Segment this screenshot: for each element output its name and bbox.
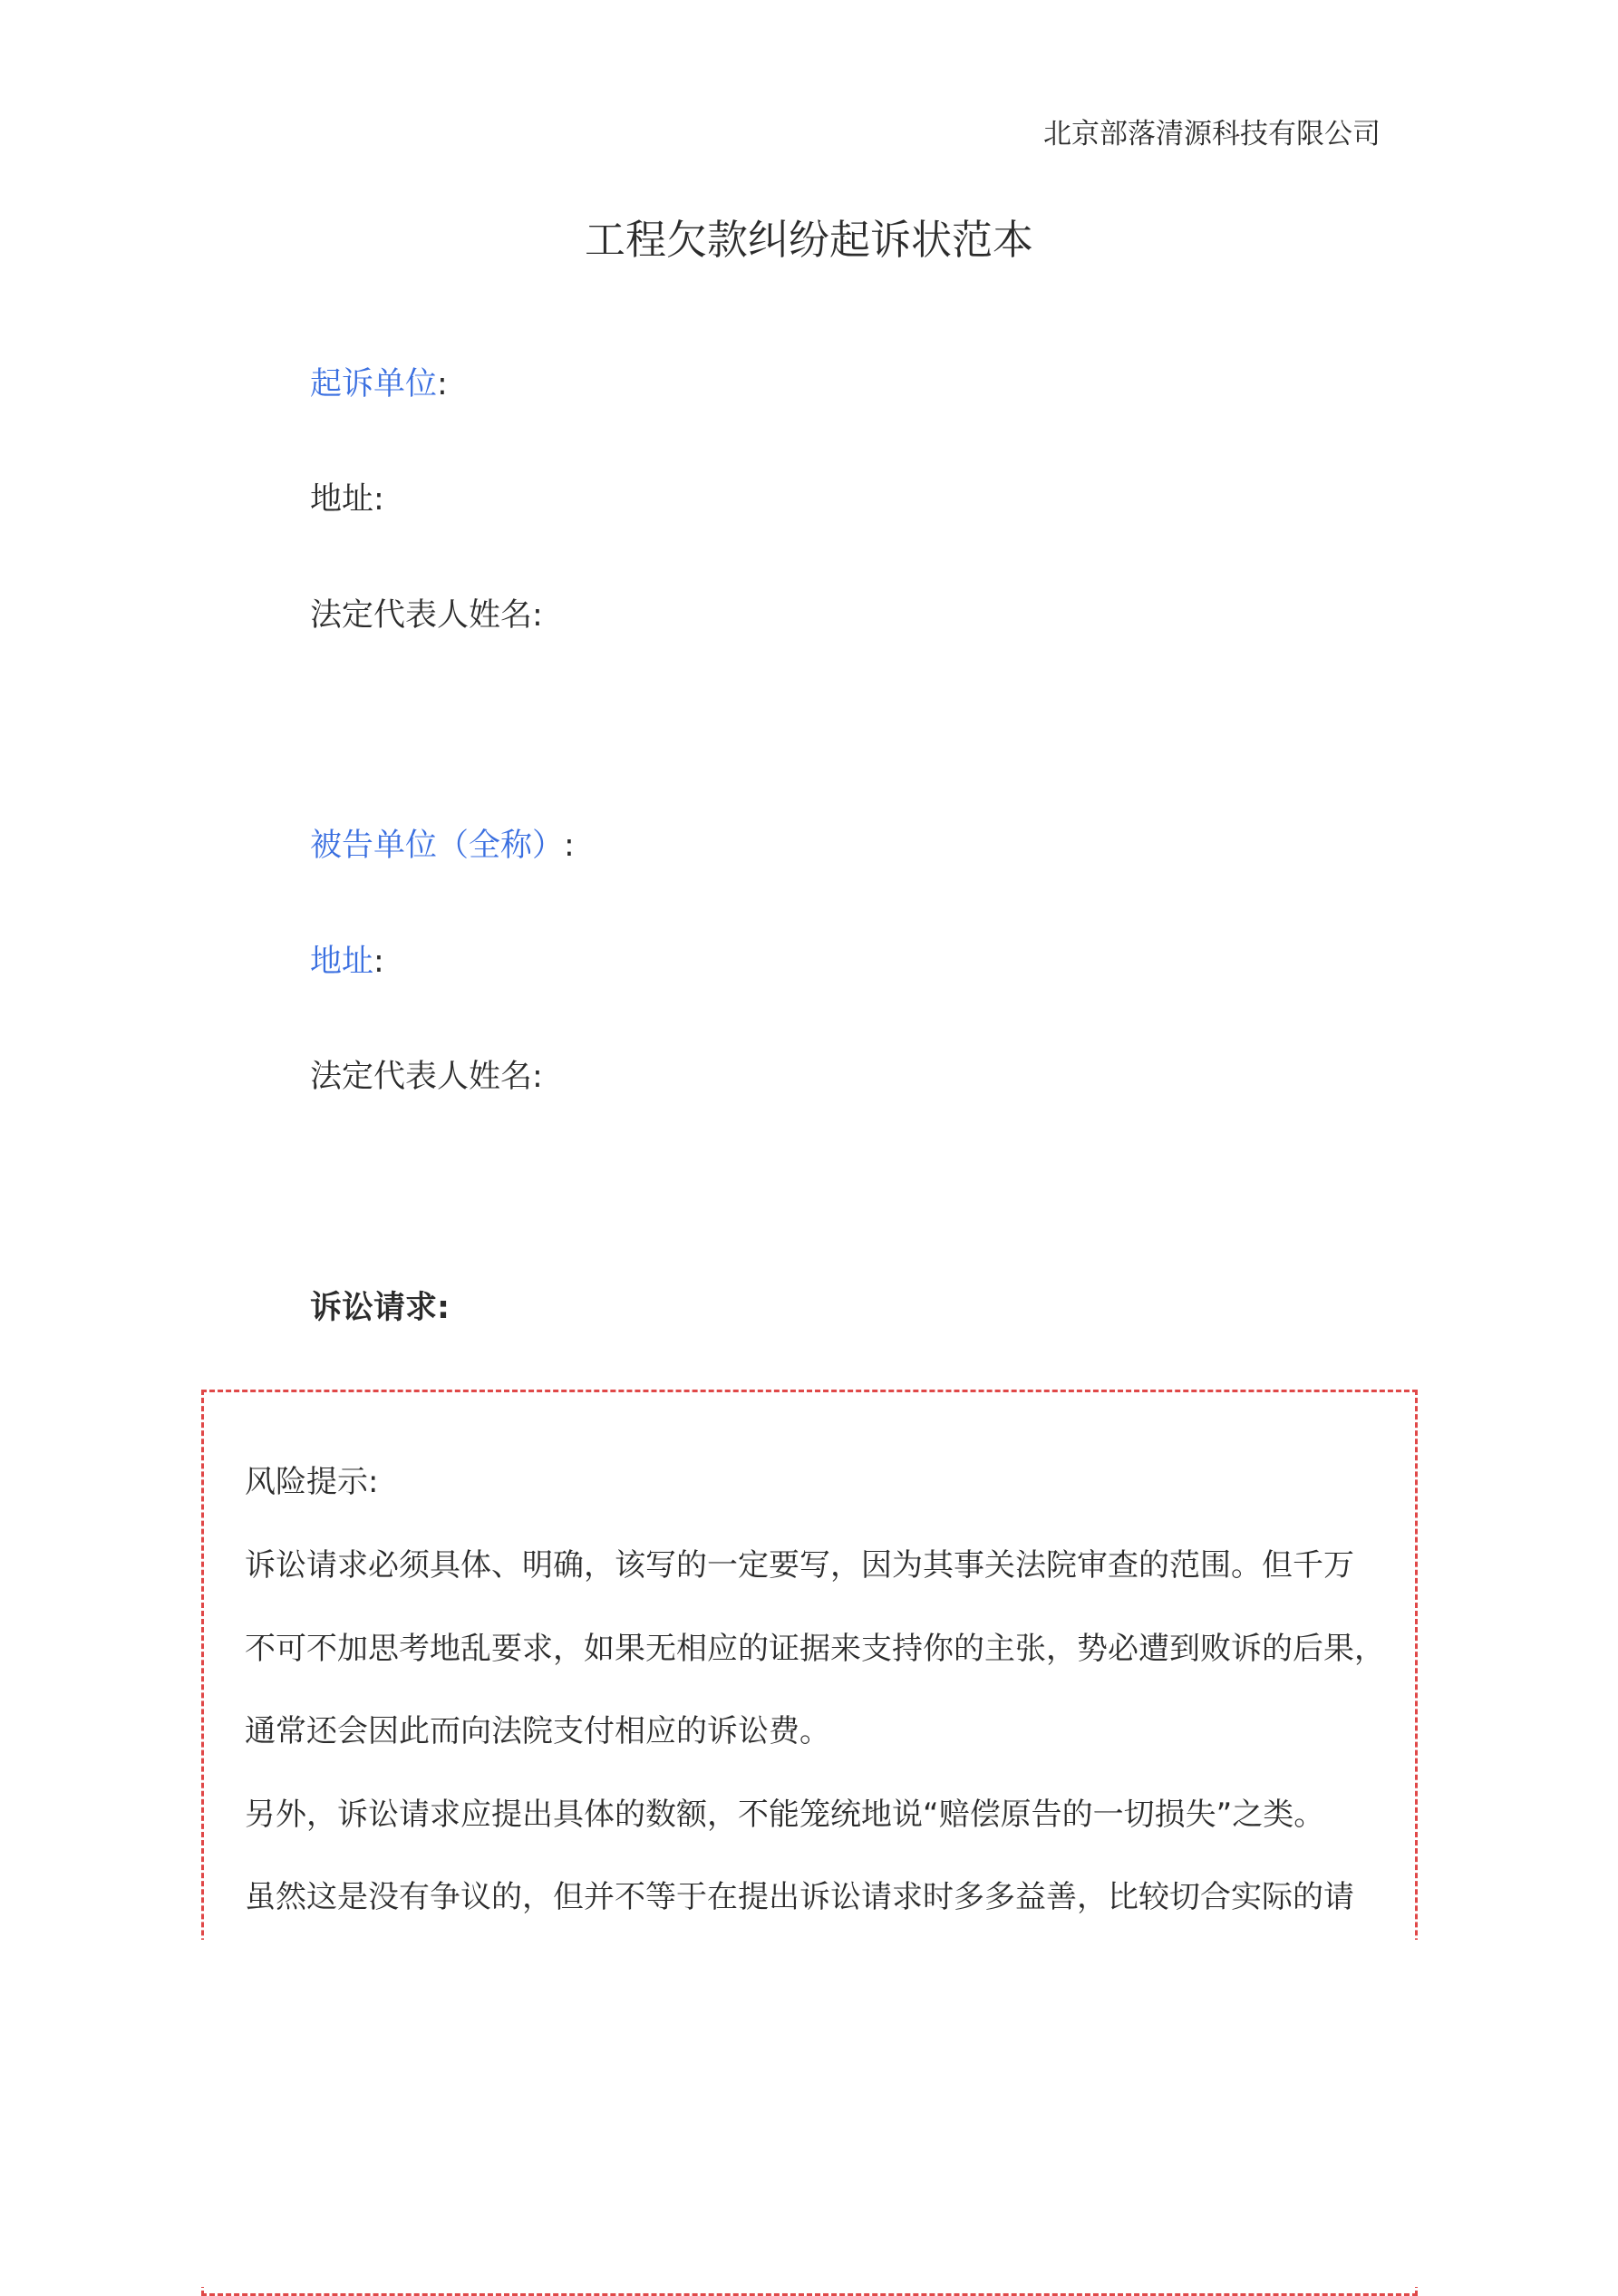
plaintiff-unit-colon: : xyxy=(437,366,448,402)
risk-notice-heading: 风险提示: xyxy=(245,1464,379,1500)
risk-notice-line: 虽然这是没有争议的，但并不等于在提出诉讼请求时多多益善，比较切合实际的请 xyxy=(245,1879,1354,1915)
defendant-address-field xyxy=(310,941,384,983)
plaintiff-unit-field xyxy=(310,363,448,405)
risk-notice-line: 不可不加思考地乱要求，如果无相应的证据来支持你的主张，势必遭到败诉的后果， xyxy=(245,1631,1385,1667)
page-bottom-whitespace xyxy=(181,1940,1450,2287)
risk-notice-line: 诉讼请求必须具体、明确，该写的一定要写，因为其事关法院审查的范围。但千万 xyxy=(245,1547,1354,1584)
claims-heading: 诉讼请求: xyxy=(310,1290,450,1326)
defendant-unit-field xyxy=(310,825,575,867)
defendant-unit-label[interactable]: 被告单位（全称） xyxy=(310,828,565,864)
defendant-address-colon: : xyxy=(373,944,384,980)
plaintiff-legal-rep-field: 法定代表人姓名: xyxy=(310,597,543,634)
defendant-address-label[interactable]: 地址 xyxy=(310,944,374,980)
plaintiff-address-field: 地址: xyxy=(310,481,384,518)
document-title: 工程欠款纠纷起诉状范本 xyxy=(584,216,1033,264)
company-name: 北京部落清源科技有限公司 xyxy=(1043,118,1381,150)
plaintiff-unit-label[interactable]: 起诉单位 xyxy=(310,366,438,402)
risk-notice-line: 通常还会因此而向法院支付相应的诉讼费。 xyxy=(245,1713,830,1749)
risk-notice-line: 另外，诉讼请求应提出具体的数额，不能笼统地说“赔偿原告的一切损失”之类。 xyxy=(245,1797,1325,1833)
defendant-legal-rep-field: 法定代表人姓名: xyxy=(310,1059,543,1095)
defendant-unit-colon: : xyxy=(564,828,575,864)
